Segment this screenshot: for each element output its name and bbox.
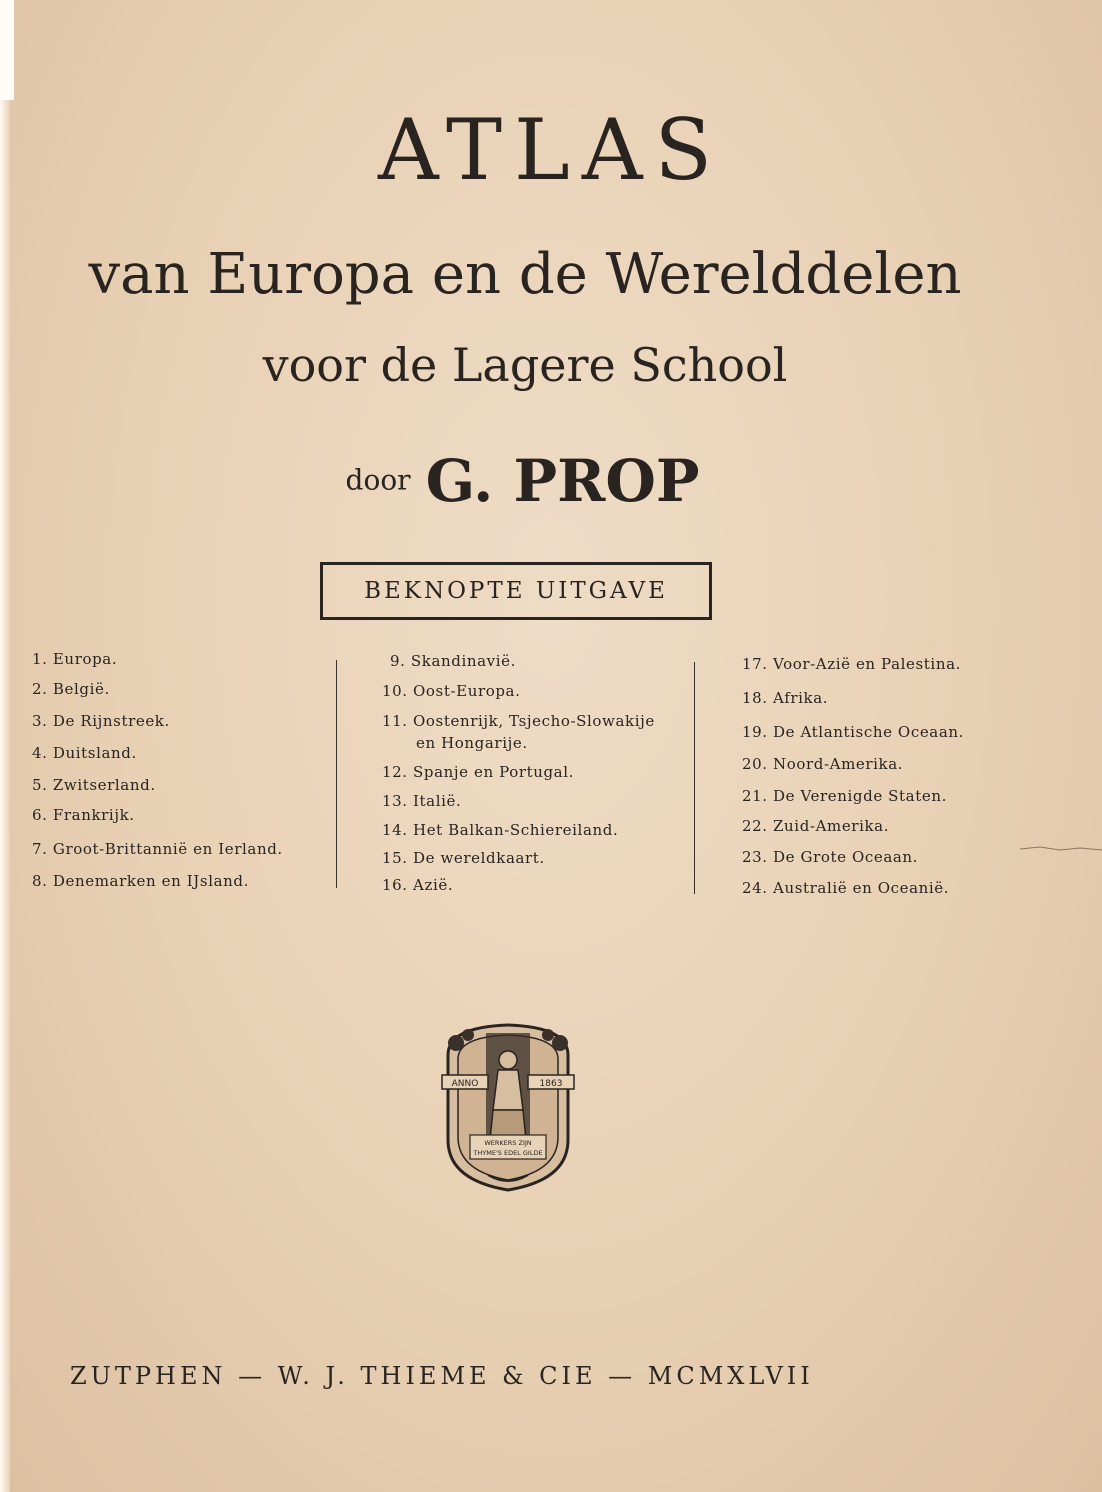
column-divider (694, 662, 695, 894)
list-item: en Hongarije. (416, 734, 528, 752)
seal-motto-line2: THYME'S EDEL GILDE (473, 1149, 543, 1157)
page-title: ATLAS (377, 101, 725, 199)
list-item: 13. Italië. (382, 792, 462, 810)
edition-box: BEKNOPTE UITGAVE (320, 562, 712, 620)
list-item: 21. De Verenigde Staten. (742, 787, 947, 805)
list-item: 12. Spanje en Portugal. (382, 763, 574, 781)
list-item: 14. Het Balkan-Schiereiland. (382, 821, 619, 839)
list-item: 11. Oostenrijk, Tsjecho-Slowakije (382, 712, 655, 730)
list-item: 9. Skandinavië. (390, 652, 516, 670)
list-item: 16. Azië. (382, 876, 454, 894)
seal-year-right: 1863 (539, 1079, 563, 1089)
list-item: 15. De wereldkaart. (382, 849, 545, 867)
author-name: G. PROP (425, 446, 700, 515)
list-item: 22. Zuid-Amerika. (742, 817, 890, 835)
seal-year-left: ANNO (451, 1079, 479, 1089)
column-divider (336, 660, 337, 888)
paper-crease (1020, 845, 1102, 853)
list-item: 17. Voor-Azië en Palestina. (742, 655, 961, 673)
author-prefix: door (345, 463, 411, 497)
list-item: 19. De Atlantische Oceaan. (742, 723, 965, 741)
list-item: 24. Australië en Oceanië. (742, 879, 950, 897)
page-subtitle: van Europa en de Werelddelen (88, 242, 962, 307)
list-item: 8. Denemarken en IJsland. (32, 872, 249, 890)
list-item: 23. De Grote Oceaan. (742, 848, 919, 866)
list-item: 4. Duitsland. (32, 744, 137, 762)
imprint: ZUTPHEN — W. J. THIEME & CIE — MCMXLVII (70, 1362, 814, 1390)
list-item: 1. Europa. (32, 650, 118, 668)
list-item: 5. Zwitserland. (32, 776, 156, 794)
list-item: 2. België. (32, 680, 110, 698)
page-corner (0, 0, 14, 100)
publisher-seal-icon (428, 1015, 588, 1195)
list-item: 6. Frankrijk. (32, 806, 135, 824)
page-subtitle-school: voor de Lagere School (262, 338, 788, 392)
list-item: 20. Noord-Amerika. (742, 755, 904, 773)
list-item: 3. De Rijnstreek. (32, 712, 170, 730)
seal-motto-line1: WERKERS ZIJN (484, 1139, 532, 1147)
list-item: 7. Groot-Brittannië en Ierland. (32, 840, 283, 858)
list-item: 18. Afrika. (742, 689, 829, 707)
page-edge (0, 0, 10, 1492)
author-line (0, 440, 1045, 521)
list-item: 10. Oost-Europa. (382, 682, 521, 700)
